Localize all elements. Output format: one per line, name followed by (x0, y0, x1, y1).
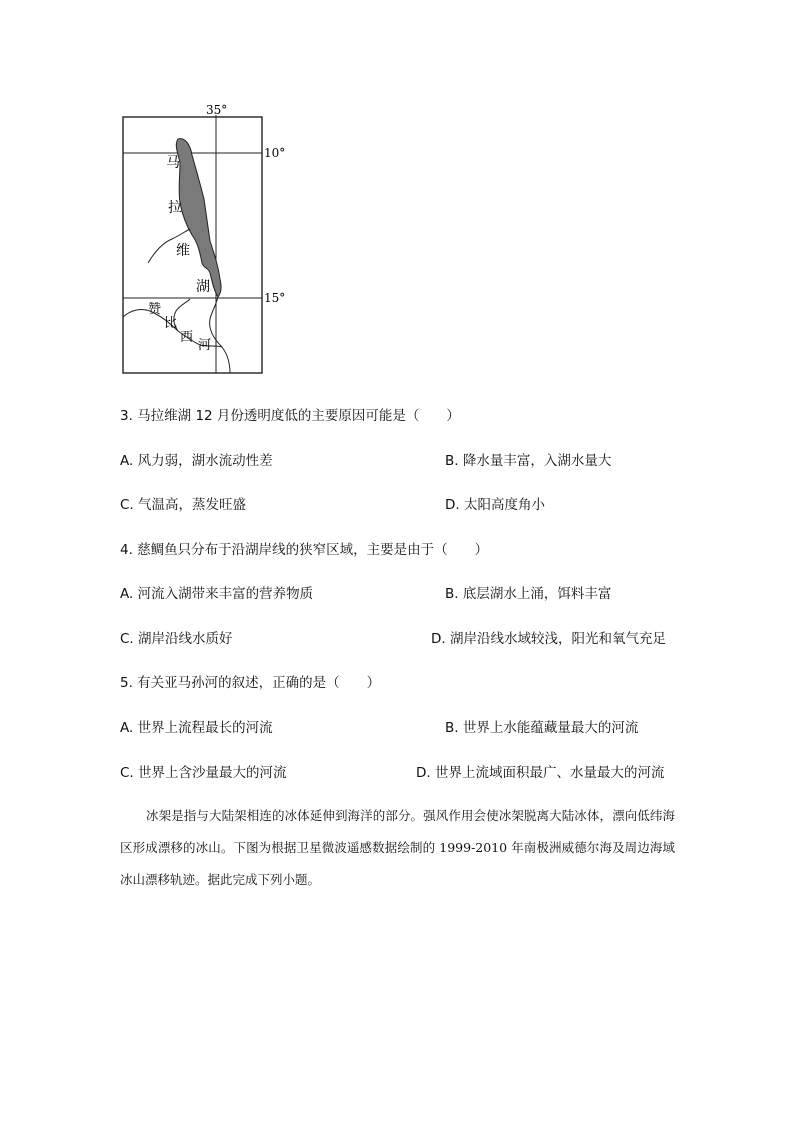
question-4-option-c: C. 湖岸沿线水质好 (120, 631, 233, 647)
question-4-option-a: A. 河流入湖带来丰富的营养物质 (120, 586, 314, 602)
question-5-option-d: D. 世界上流域面积最广、水量最大的河流 (416, 765, 665, 781)
question-3-option-a: A. 风力弱，湖水流动性差 (120, 453, 273, 469)
river-char-3: 西 (180, 330, 194, 345)
lake-char-3: 维 (176, 243, 190, 259)
lat-top-label: 10° (264, 146, 286, 160)
lake-char-4: 湖 (196, 279, 210, 295)
question-4-option-b: B. 底层湖水上涌，饵料丰富 (445, 586, 612, 602)
passage-text: 冰架是指与大陆架相连的冰体延伸到海洋的部分。强风作用会使冰架脱离大陆冰体，漂向低纬海区形成漂移的冰山。下图为根据卫星微波遥感数据绘制的 1999-2010 年南极洲威德尔海及周边海域冰山漂移轨迹。据此完成下列小题。 (120, 808, 675, 887)
lake-char-1: 马 (166, 155, 180, 171)
lake-char-2: 拉 (168, 200, 182, 216)
river-char-1: 赞 (148, 302, 162, 317)
lake-malawi-map (118, 103, 293, 378)
question-5-stem: 5. 有关亚马孙河的叙述，正确的是（ ） (120, 675, 381, 691)
question-4-stem: 4. 慈鲷鱼只分布于沿湖岸线的狭窄区域，主要是由于（ ） (120, 542, 489, 558)
river-char-4: 河 (198, 338, 212, 353)
outflow-river (210, 297, 230, 373)
river-char-2: 比 (164, 316, 178, 331)
question-4-option-d: D. 湖岸沿线水域较浅，阳光和氧气充足 (431, 631, 666, 647)
map-svg (118, 103, 293, 378)
question-3-option-c: C. 气温高，蒸发旺盛 (120, 497, 247, 513)
question-3-option-d: D. 太阳高度角小 (445, 497, 545, 513)
question-3-stem: 3. 马拉维湖 12 月份透明度低的主要原因可能是（ ） (120, 408, 460, 424)
passage (120, 800, 675, 896)
question-5-option-a: A. 世界上流程最长的河流 (120, 720, 273, 736)
question-5-option-b: B. 世界上水能蕴藏量最大的河流 (445, 720, 639, 736)
question-3-option-b: B. 降水量丰富，入湖水量大 (445, 453, 612, 469)
lat-bottom-label: 15° (264, 291, 286, 305)
lon-label: 35° (206, 103, 228, 117)
question-5-option-c: C. 世界上含沙量最大的河流 (120, 765, 287, 781)
lake-shape (176, 139, 221, 297)
